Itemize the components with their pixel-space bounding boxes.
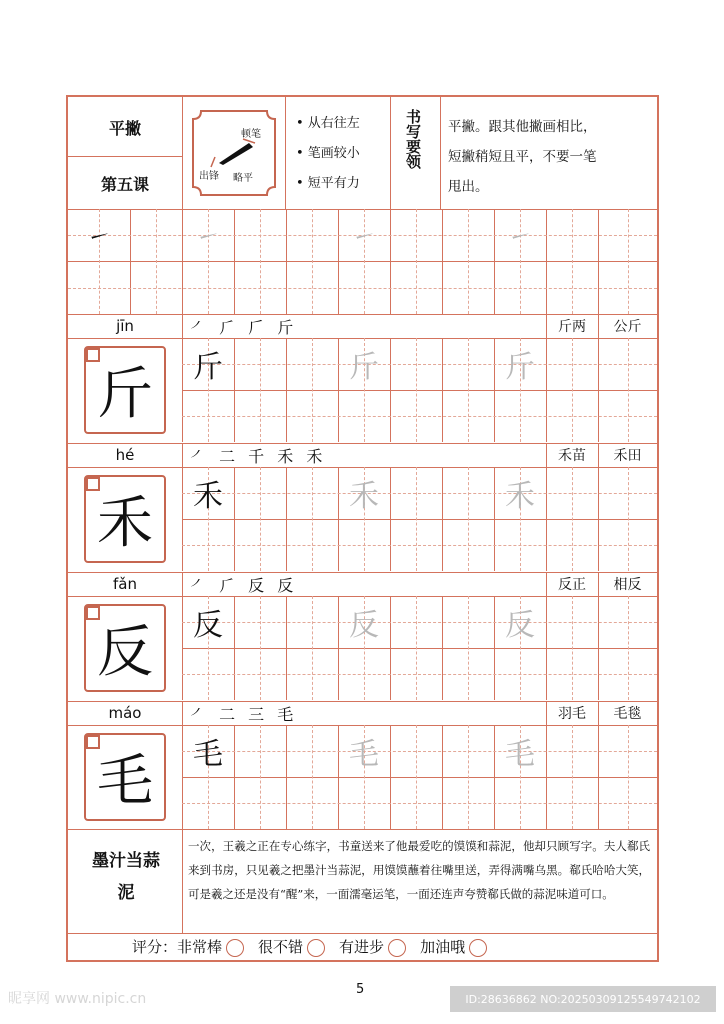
word-3-1: 反正 bbox=[558, 577, 586, 593]
word-2-1: 禾苗 bbox=[558, 448, 586, 464]
stroke-diagram bbox=[183, 97, 285, 209]
rating-option-1: 非常棒 bbox=[177, 938, 223, 956]
practice-stroke-3: ㇀ bbox=[350, 222, 377, 253]
trace-char-1-3: 斤 bbox=[505, 350, 535, 385]
model-char-2: 禾 bbox=[97, 491, 153, 556]
trace-char-1-1: 斤 bbox=[193, 350, 223, 385]
tip-1: • 从右往左 bbox=[296, 116, 360, 131]
label-pause: 顿笔 bbox=[241, 129, 261, 140]
trace-char-1-2: 斤 bbox=[349, 350, 379, 385]
trace-char-4-3: 毛 bbox=[505, 737, 535, 772]
trace-char-2-2: 禾 bbox=[349, 479, 379, 514]
trace-char-3-2: 反 bbox=[349, 608, 379, 643]
word-3-2: 相反 bbox=[613, 577, 642, 593]
label-flat: 略平 bbox=[233, 173, 253, 184]
pinyin-1: jīn bbox=[116, 317, 134, 335]
trace-char-4-2: 毛 bbox=[349, 737, 379, 772]
stroke-order-1: ㇒ ⺁ 𠂆 斤 bbox=[190, 317, 298, 337]
stroke-order-2: ㇒ 二 千 禾 禾 bbox=[190, 446, 327, 466]
practice-sheet bbox=[66, 95, 659, 962]
pinyin-2: hé bbox=[115, 446, 135, 464]
rating-option-4: 加油哦 bbox=[420, 938, 466, 956]
pinyin-4: máo bbox=[108, 704, 142, 722]
practice-stroke-1: ㇀ bbox=[85, 222, 112, 253]
key-label: 书写要领 bbox=[404, 109, 422, 169]
trace-char-2-3: 禾 bbox=[505, 479, 535, 514]
tip-3: • 短平有力 bbox=[296, 176, 360, 191]
practice-stroke-4: ㇀ bbox=[506, 222, 533, 253]
word-4-2: 毛毯 bbox=[613, 706, 642, 722]
rating-option-3: 有进步 bbox=[339, 938, 385, 956]
rating-circle-3[interactable] bbox=[388, 939, 406, 957]
pinyin-3: fǎn bbox=[113, 575, 137, 593]
watermark-bar bbox=[0, 982, 724, 1024]
word-1-1: 斤两 bbox=[558, 319, 586, 335]
rating-label: 评分： bbox=[132, 938, 178, 956]
stroke-order-4: ㇒ 二 三 毛 bbox=[190, 704, 298, 724]
stroke-order-3: ㇒ ⺁ 反 反 bbox=[190, 575, 298, 595]
word-4-1: 羽毛 bbox=[558, 706, 586, 722]
word-1-2: 公斤 bbox=[613, 319, 642, 335]
watermark: 昵享网 www.nipic.cn bbox=[8, 991, 147, 1007]
trace-char-3-3: 反 bbox=[505, 608, 535, 643]
rating-circle-4[interactable] bbox=[469, 939, 487, 957]
label-exit: 出锋 bbox=[199, 171, 219, 182]
lesson-title: 第五课 bbox=[100, 174, 149, 194]
trace-char-2-1: 禾 bbox=[193, 479, 223, 514]
key-text: 平撇。跟其他撇画相比， 短撇稍短且平，不要一笔 甩出。 bbox=[448, 119, 597, 195]
trace-char-3-1: 反 bbox=[193, 608, 223, 643]
image-id: ID:28636862 NO:20250309125549742102 bbox=[450, 986, 716, 1012]
trace-char-4-1: 毛 bbox=[193, 737, 223, 772]
story-title: 墨汁当蒜泥 bbox=[92, 851, 160, 903]
word-2-2: 禾田 bbox=[613, 448, 642, 464]
rating-option-2: 很不错 bbox=[258, 938, 304, 956]
model-char-4: 毛 bbox=[97, 749, 153, 814]
tips-list bbox=[296, 109, 360, 199]
stroke-name: 平撇 bbox=[108, 118, 141, 138]
story-text: 一次，王羲之正在专心练字，书童送来了他最爱吃的馍馍和蒜泥，他却只顾写字。夫人郗氏来到书房，只见羲之把墨汁当蒜泥，用馍馍蘸着往嘴里送，弄得满嘴乌黑。郗氏哈哈大笑，可是羲之还是没有“醒”来，一面濡毫运笔，一面还连声夸赞郗氏做的蒜泥味道可口。 bbox=[188, 839, 650, 901]
tip-2: • 笔画较小 bbox=[296, 146, 360, 161]
rating-circle-2[interactable] bbox=[307, 939, 325, 957]
practice-stroke-2: ㇀ bbox=[194, 222, 221, 253]
rating-circle-1[interactable] bbox=[226, 939, 244, 957]
page-number: 5 bbox=[356, 982, 365, 997]
model-char-1: 斤 bbox=[97, 362, 153, 427]
rating-bar bbox=[132, 937, 501, 957]
model-char-3: 反 bbox=[97, 620, 153, 685]
